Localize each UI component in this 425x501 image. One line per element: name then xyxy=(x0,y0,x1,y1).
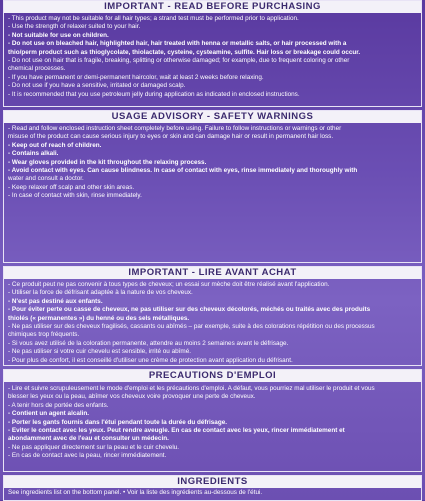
warning-line: - Wear gloves provided in the kit throughout the relaxing process. xyxy=(8,158,207,166)
warning-line: - Ce produit peut ne pas convenir à tous types de cheveux; un essai sur mèche doit être réalisé avant l'application. xyxy=(8,281,330,288)
warning-line: - Si vous avez utilisé de la coloration permanente, attendre au moins 2 semaines avant le défrisage. xyxy=(8,339,289,347)
warning-line: - Do not use on bleached hair, highlighted hair, hair treated with henna or metallic salts, or hair processed with a xyxy=(8,40,347,48)
section-ingredients xyxy=(3,475,422,501)
warning-line: - Not suitable for use on children. xyxy=(8,31,109,39)
section-body xyxy=(4,13,421,101)
warning-line: - Utiliser la force de défrisant adaptée à la nature de vos cheveux. xyxy=(8,289,193,297)
section-body xyxy=(4,123,421,203)
warning-line: abondamment avec de l'eau et consulter un médecin. xyxy=(8,435,169,443)
section-usage-advisory xyxy=(3,110,422,263)
warning-line: chemical processes. xyxy=(8,65,66,73)
warning-line: - Porter les gants fournis dans l'étui pendant toute la durée du défrisage. xyxy=(8,418,227,426)
section-title: IMPORTANT - READ BEFORE PURCHASING xyxy=(4,1,421,13)
section-title: PRECAUTIONS D'EMPLOI xyxy=(4,370,421,382)
warning-line: - Ne pas utiliser sur des cheveux fragilisés, cassants ou abîmés – par exemple, suite à des colorations répétition ou des processus xyxy=(8,323,375,331)
ingredients-note: See ingredients list on the bottom panel. • Voir la liste des ingrédients au-dessous de l'étui. xyxy=(8,489,263,496)
warning-line: - Eviter le contact avec les yeux. Peut rendre aveugle. En cas de contact avec les yeux, rincer immédiatement et xyxy=(8,427,345,435)
warning-line: - Avoid contact with eyes. Can cause blindness. In case of contact with eyes, rinse immediately and thoroughly with xyxy=(8,167,358,175)
warning-line: - If you have permanent or demi-permanent haircolor, wait at least 2 weeks before relaxing. xyxy=(8,73,264,81)
warning-line: misuse of the product can cause serious injury to eyes or skin and can damage hair or result in permanent hair loss. xyxy=(8,133,334,141)
warning-line: - Ne pas utiliser si votre cuir chevelu est sensible, irrité ou abîmé. xyxy=(8,348,191,356)
section-lire-avant-achat xyxy=(3,266,422,366)
warning-line: - A tenir hors de portée des enfants. xyxy=(8,401,109,409)
warning-line: - Keep relaxer off scalp and other skin areas. xyxy=(8,183,135,191)
warning-line: - Do not use on hair that is fragile, breaking, splitting or otherwise damaged; for example, due to frequent coloring or other xyxy=(8,57,350,65)
warning-line: - Pour plus de confort, il est conseillé d'utiliser une crème de protection avant application du défrisant. xyxy=(8,356,293,364)
warning-line: water and consult a doctor. xyxy=(8,175,84,183)
warning-line: - N'est pas destiné aux enfants. xyxy=(8,297,103,305)
warning-line: - Contient un agent alcalin. xyxy=(8,410,90,418)
section-title: USAGE ADVISORY - SAFETY WARNINGS xyxy=(4,111,421,123)
warning-line: - It is recommended that you use petroleum jelly during application as indicated in enclosed instructions. xyxy=(8,90,300,98)
section-precautions-emploi xyxy=(3,369,422,472)
warning-line: - Lire et suivre scrupuleusement le mode d'emploi et les précautions d'emploi. A défaut, vous pourriez mal utiliser le produit et vous xyxy=(8,385,375,392)
warning-line: - Read and follow enclosed instruction sheet completely before using. Failure to follow instructions or warnings or other xyxy=(8,125,342,132)
warning-line: chimiques trop fréquents. xyxy=(8,331,80,339)
section-body xyxy=(4,279,421,367)
section-body xyxy=(4,382,421,463)
warning-line: blesser les yeux ou la peau, abîmer vos cheveux voire provoquer une perte de cheveux. xyxy=(8,393,256,401)
warning-line: - Do not use if you have a sensitive, irritated or damaged scalp. xyxy=(8,82,186,90)
warning-line: - This product may not be suitable for all hair types; a strand test must be performed prior to application. xyxy=(8,15,299,22)
warning-line: - In case of contact with skin, rinse immediately. xyxy=(8,192,142,200)
section-title: INGREDIENTS xyxy=(4,476,421,488)
warning-line: - En cas de contact avec la peau, rincer immédiatement. xyxy=(8,452,167,460)
section-body xyxy=(4,488,421,499)
section-title: IMPORTANT - LIRE AVANT ACHAT xyxy=(4,267,421,279)
warning-line: - Pour éviter perte ou casse de cheveux, ne pas utiliser sur des cheveux décolorés, méchés ou traités avec des produits xyxy=(8,306,371,314)
warning-line: - Keep out of reach of children. xyxy=(8,141,102,149)
warning-line: thiolés (« permanentes ») du henné ou des sels métalliques. xyxy=(8,314,190,322)
warning-line: - Use the strength of relaxer suited to your hair. xyxy=(8,23,141,31)
section-read-before-purchasing xyxy=(3,0,422,107)
warning-line: thio/perm product such as thioglycolate, thiolactate, cysteine, cysteamine, sulfite. Hair loss or breakage could occur. xyxy=(8,48,361,56)
warning-line: - Contains alkali. xyxy=(8,150,59,158)
warning-line: - Ne pas appliquer directement sur la peau et le cuir chevelu. xyxy=(8,443,180,451)
